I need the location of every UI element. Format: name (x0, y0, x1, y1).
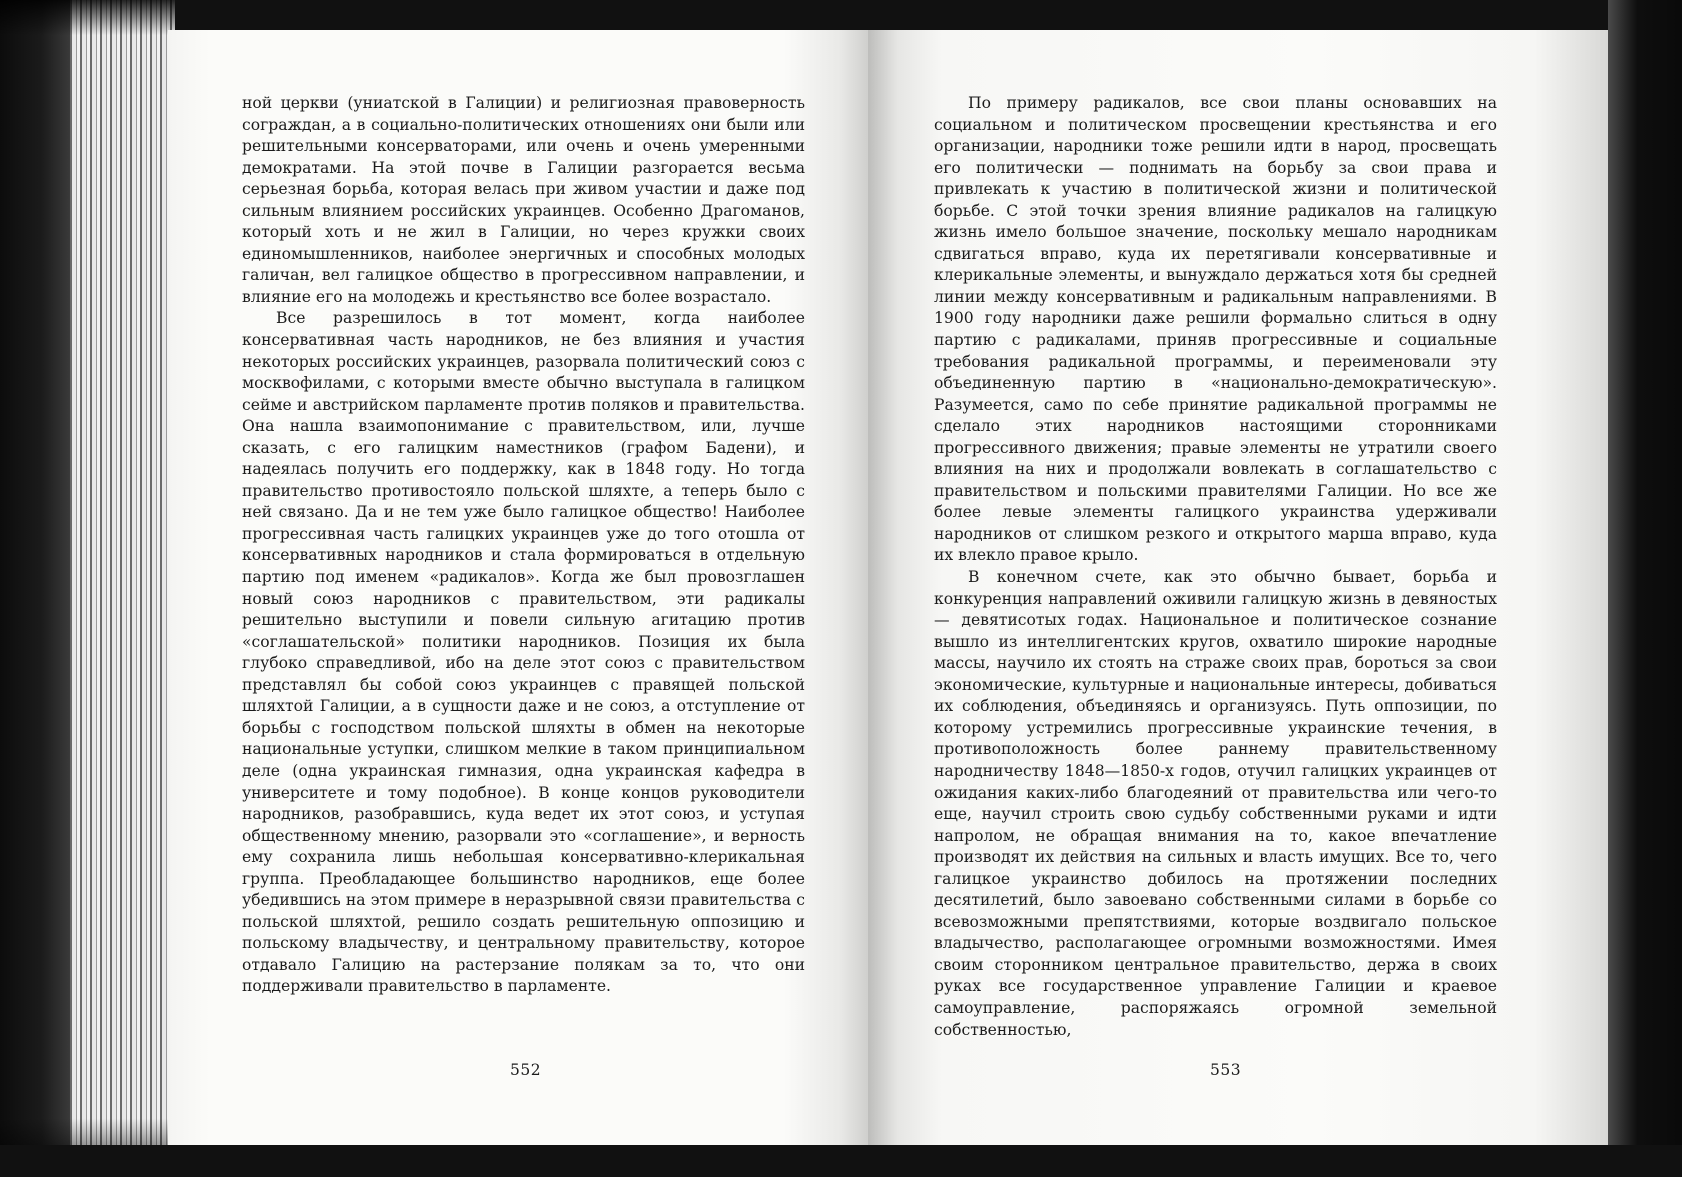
page-stack-edge (0, 0, 175, 1177)
right-paragraph-1: По примеру радикалов, все свои планы основавших на социальном и политическом просвещении крестьянства и его организации, народники тоже решили идти в народ, просвещать его политически — поднимать на борьбу за свои права и привлекать к участию в политической жизни и политической борьбе. С этой точки зрения влияние радикалов на галицкую жизнь имело большое значение, поскольку мешало народникам сдвигаться вправо, куда их перетягивали консервативные и клерикальные элементы, и вынуждало держаться хотя бы средней линии между консервативным и радикальным направлениями. В 1900 году народники даже решили формально слиться в одну партию с радикалами, приняв прогрессивные и социальные требования радикальной программы, и переименовали эту объединенную партию в «национально-демократическую». Разумеется, само по себе принятие радикальной программы не сделало этих народников настоящими сторонниками прогрессивного движения; правые элементы не утратили своего влияния на них и продолжали вовлекать в соглашательство с правительством и польскими правителями Галиции. Но все же более левые элементы галицкого украинства удерживали народников от слишком резкого и открытого марша вправо, куда их влекло правое крыло. (934, 94, 1497, 565)
left-page-number: 552 (510, 1061, 542, 1079)
right-paragraph-2: В конечном счете, как это обычно бывает, борьба и конкуренция направлений оживили галицкую жизнь в девяностых — девятисотых годах. Национальное и политическое сознание вышло из интеллигентских кругов, охватило широкие народные массы, научило их стоять на страже своих прав, бороться за свои экономические, культурные и национальные интересы, добиваться их соблюдения, объединяясь и организуясь. Путь оппозиции, по которому устремились прогрессивные украинские течения, в противоположность более раннему правительственному народничеству 1848—1850-х годов, отучил галицких украинцев от ожидания каких-либо благодеяний от правительства или чего-то еще, научил строить свою судьбу собственными руками и идти напролом, не обращая внимания на то, какое впечатление производят их действия на сильных и власть имущих. Все то, чего галицкое украинство добилось на протяжении последних десятилетий, было завоевано собственными силами в борьбе со всевозможными препятствиями, которые воздвигало польское владычество, располагающее огромными возможностями. Имея своим сторонником центральное правительство, держа в своих руках все государственное управление Галиции и краевое самоуправление, распоряжаясь огромной земельной собственностью, (934, 568, 1497, 1039)
left-page (168, 30, 868, 1145)
left-page-text (242, 93, 805, 998)
scan-right-border (1608, 0, 1682, 1177)
right-page-number: 553 (1210, 1061, 1242, 1079)
right-page-text (934, 93, 1497, 1041)
scan-top-border (0, 0, 1682, 30)
scan-bottom-border (0, 1145, 1682, 1177)
left-paragraph-1: ной церкви (униатской в Галиции) и религиозная правоверность сограждан, а в социально-политических отношениях они были или решительными консерваторами, или очень и очень умеренными демократами. На этой почве в Галиции разгорается весьма серьезная борьба, которая велась при живом участии и даже под сильным влиянием российских украинцев. Особенно Драгоманов, который хоть и не жил в Галиции, но через кружки своих единомышленников, наиболее энергичных и способных молодых галичан, вел галицкое общество в прогрессивном направлении, и влияние его на молодежь и крестьянство все более возрастало. (242, 94, 805, 306)
right-page (868, 30, 1608, 1145)
left-paragraph-2: Все разрешилось в тот момент, когда наиболее консервативная часть народников, не без влияния и участия некоторых российских украинцев, разорвала политический союз с москвофилами, с которыми вместе обычно выступала в галицком сейме и австрийском парламенте против поляков и правительства. Она нашла взаимопонимание с правительством, или, лучше сказать, с его галицким наместников (графом Бадени), и надеялась получить его поддержку, как в 1848 году. Но тогда правительство противостояло польской шляхте, а теперь было с ней связано. Да и не тем уже было галицкое общество! Наиболее прогрессивная часть галицких украинцев уже до того отошла от консервативных народников и стала формироваться в отдельную партию под именем «радикалов». Когда же был провозглашен новый союз народников с правительством, эти радикалы решительно выступили и повели сильную агитацию против «соглашательской» политики народников. Позиция их была глубоко справедливой, ибо на деле этот союз с правительством представлял бы собой союз украинцев с правящей польской шляхтой Галиции, а в сущности даже и не союз, а отступление от борьбы с господством польской шляхты в обмен на некоторые национальные уступки, слишком мелкие в таком принципиальном деле (одна украинская гимназия, одна украинская кафедра в университете и тому подобное). В конце концов руководители народников, разобравшись, куда ведет их этот союз, и уступая общественному мнению, разорвали это «соглашение», и верность ему сохранила лишь небольшая консервативно-клерикальная группа. Преобладающее большинство народников, еще более убедившись на этом примере в неразрывной связи правительства с польской шляхтой, решило создать решительную оппозицию и польскому владычеству, и центральному правительству, которое отдавало Галицию на растерзание полякам за то, что они поддерживали правительство в парламенте. (242, 309, 805, 996)
